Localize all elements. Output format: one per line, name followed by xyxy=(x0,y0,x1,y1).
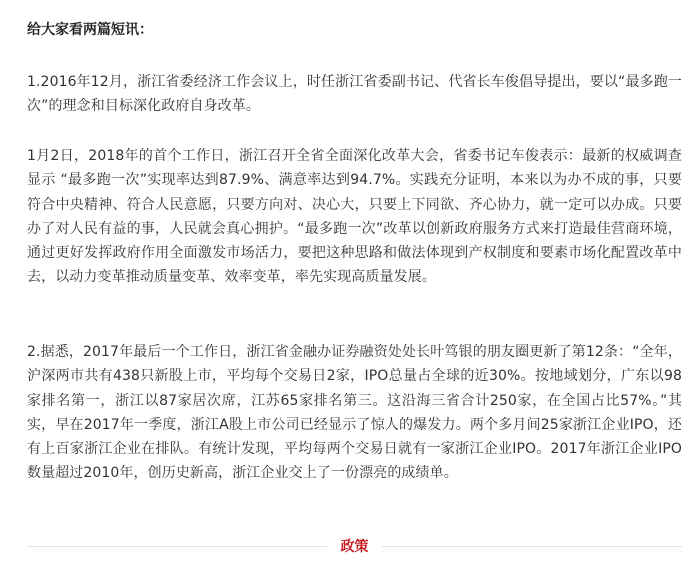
article xyxy=(27,0,682,482)
article-heading: 给大家看两篇短讯： xyxy=(27,22,153,38)
divider-line-right xyxy=(382,546,682,547)
paragraph-3: 2.据悉，2017年最后一个工作日，浙江省金融办证券融资处处长叶笃银的朋友圈更新了第12条：“全年，沪深两市共有438只新股上市，平均每个交易日2家，IPO总量占全球的近30%。按地域划分，广东以98家排名第一，浙江以87家居次席，江苏65家排名第三。这沿海三省合计250家，在全国占比57%。”其实，早在2017年一季度，浙江A股上市公司已经显示了惊人的爆发力。两个多月间25家浙江企业IPO，还有上百家浙江企业在排队。有统计发现，平均每两个交易日就有一家浙江企业IPO。2017年浙江企业IPO数量超过2010年，创历史新高，浙江企业交上了一份漂亮的成绩单。 xyxy=(27,344,682,482)
section-divider xyxy=(27,536,682,558)
paragraph-2: 1月2日，2018年的首个工作日，浙江召开全省全面深化改革大会，省委书记车俊表示：最新的权威调查显示 “最多跑一次”实现率达到87.9%、满意率达到94.7%。实践充分证明，本来以为办不成的事，只要符合中央精神、符合人民意愿，只要方向对、决心大，只要上下同欲、齐心协力，就一定可以办成。只要办了对人民有益的事，人民就会真心拥护。“最多跑一次”改革以创新政府服务方式来打造最佳营商环境，通过更好发挥政府作用全面激发市场活力，要把这种思路和做法体现到产权制度和要素市场化配置改革中去，以动力变革推动质量变革、效率变革，率先实现高质量发展。 xyxy=(27,148,682,286)
section-label-policy[interactable]: 政策 xyxy=(340,539,369,555)
divider-line-left xyxy=(27,546,327,547)
paragraph-1: 1.2016年12月，浙江省委经济工作会议上，时任浙江省委副书记、代省长车俊倡导提出，要以“最多跑一次”的理念和目标深化政府自身改革。 xyxy=(27,74,682,115)
